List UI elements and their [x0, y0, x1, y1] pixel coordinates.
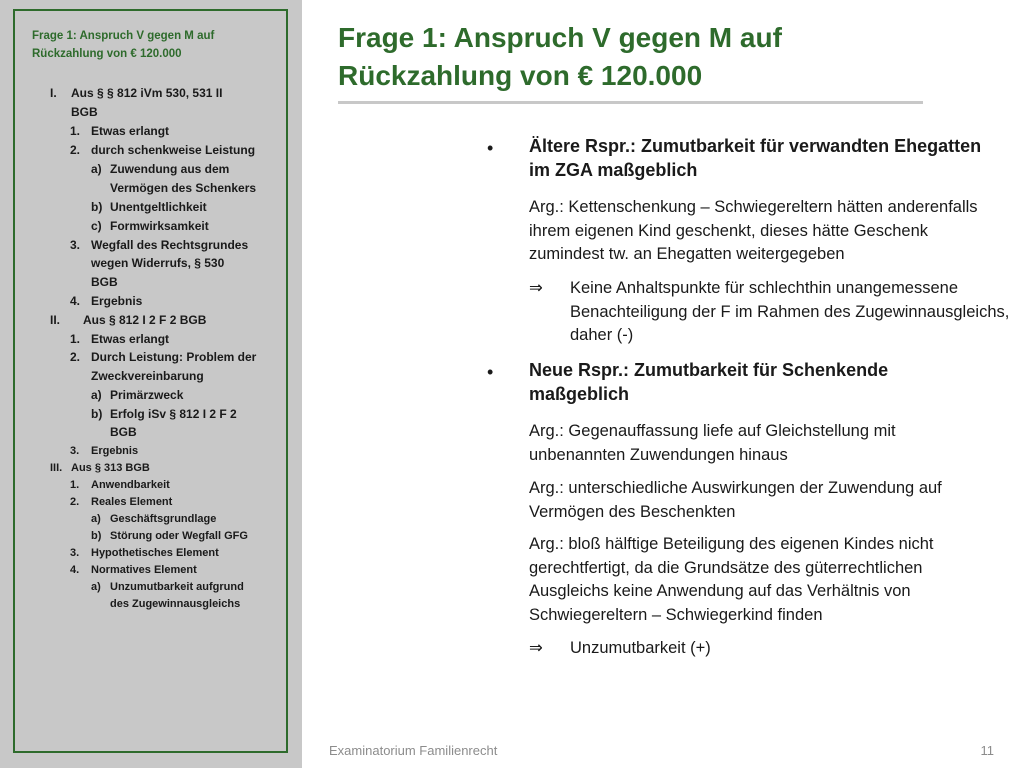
- footer: [302, 734, 1024, 768]
- outline-item-number: c): [91, 219, 102, 233]
- outline-item-text: Ergebnis: [91, 445, 139, 457]
- outline-item-text: Unentgeltlichkeit: [110, 200, 207, 214]
- outline-item-text: Unzumutbarkeit aufgrund: [110, 581, 244, 593]
- outline-item-text: BGB: [91, 275, 118, 289]
- page-title-line-2: Rückzahlung von € 120.000: [338, 60, 703, 91]
- outline-item-number: 1.: [70, 124, 81, 138]
- bullet-2-heading: Neue Rspr.: Zumutbarkeit für Schenkende maßgeblich: [529, 360, 889, 404]
- outline-item-text: Primärzweck: [110, 388, 184, 402]
- outline-item-number: a): [91, 513, 101, 525]
- bullet-2-implication: Unzumutbarkeit (+): [570, 639, 711, 657]
- outline-item-number: I.: [50, 86, 57, 100]
- outline-item-text: Zweckvereinbarung: [91, 369, 204, 383]
- outline-item-text: Durch Leistung: Problem der: [91, 350, 257, 364]
- outline-item-text: Aus § 313 BGB: [71, 462, 150, 474]
- outline-item-number: b): [91, 407, 103, 421]
- outline-item-text: Zuwendung aus dem: [110, 162, 230, 176]
- outline-item-number: 4.: [70, 564, 80, 576]
- outline-item-text: BGB: [110, 425, 137, 439]
- outline-item-text: BGB: [71, 105, 98, 119]
- outline-item-number: 2.: [70, 496, 80, 508]
- bullet-2-marker: •: [487, 362, 494, 382]
- outline-item-number: 3.: [70, 547, 80, 559]
- outline-item-text: Störung oder Wegfall GFG: [110, 530, 248, 542]
- outline-item-number: a): [91, 388, 102, 402]
- outline-item-text: Etwas erlangt: [91, 332, 170, 346]
- bullet-2-argument-1: Arg.: Gegenauffassung liefe auf Gleichstellung mit unbenannten Zuwendungen hinaus: [529, 422, 896, 464]
- outline-item-text: Aus § § 812 iVm 530, 531 II: [71, 86, 223, 100]
- outline-item-text: Ergebnis: [91, 294, 143, 308]
- bullet-2-argument-3: Arg.: bloß hälftige Beteiligung des eigenen Kindes nicht gerechtfertigt, da die Grundsätze des güterrechtlichen Ausgleichs keine Anwendung auf das Verhältnis von Schwiegereltern – Schwiegerkind finden: [529, 535, 934, 624]
- outline-item-text: Formwirksamkeit: [110, 219, 209, 233]
- outline-item-text: Wegfall des Rechtsgrundes: [91, 238, 249, 252]
- bullet-1-heading: Ältere Rspr.: Zumutbarkeit für verwandten Ehegatten im ZGA maßgeblich: [529, 136, 982, 180]
- outline-item-number: 3.: [70, 445, 80, 457]
- page-title-line-1: Frage 1: Anspruch V gegen M auf: [338, 22, 782, 53]
- outline-item-number: a): [91, 581, 101, 593]
- outline-item-number: b): [91, 200, 103, 214]
- bullet-1-marker: •: [487, 138, 494, 158]
- outline-item-number: a): [91, 162, 102, 176]
- outline-item-number: b): [91, 530, 102, 542]
- page-number: 11: [980, 743, 994, 758]
- outline-item-text: Normatives Element: [91, 564, 197, 576]
- outline-item-text: Hypothetisches Element: [91, 547, 219, 559]
- outline-item-text: Aus § 812 I 2 F 2 BGB: [83, 313, 207, 327]
- outline-item-text: Erfolg iSv § 812 I 2 F 2: [110, 407, 237, 421]
- outline-item-text: Anwendbarkeit: [91, 479, 170, 491]
- outline-item-number: 3.: [70, 238, 81, 252]
- sidebar-title: Frage 1: Anspruch V gegen M auf Rückzahlung von € 120.000: [32, 30, 215, 60]
- outline-item-text: Vermögen des Schenkers: [110, 181, 257, 195]
- page-title: [338, 19, 938, 95]
- outline-item-number: III.: [50, 462, 63, 474]
- outline-item-text: Reales Element: [91, 496, 173, 508]
- bullet-2-implies-icon: ⇒: [529, 639, 543, 657]
- outline-item-text: des Zugewinnausgleichs: [110, 598, 241, 610]
- outline-item-number: 1.: [70, 332, 81, 346]
- outline-item-text: wegen Widerrufs, § 530: [91, 256, 225, 270]
- outline-item-text: durch schenkweise Leistung: [91, 143, 256, 157]
- outline-item-number: 4.: [70, 294, 81, 308]
- outline-item-number: II.: [50, 313, 61, 327]
- bullet-1-implies-icon: ⇒: [529, 279, 543, 297]
- outline-item-text: Etwas erlangt: [91, 124, 170, 138]
- bullet-1-implication: Keine Anhaltspunkte für schlechthin unangemessene Benachteiligung der F im Rahmen des Zugewinnausgleichs, daher (-): [570, 279, 1010, 344]
- bullet-2-argument-2: Arg.: unterschiedliche Auswirkungen der Zuwendung auf Vermögen des Beschenkten: [529, 479, 942, 521]
- outline-item-text: Geschäftsgrundlage: [110, 513, 217, 525]
- outline-item-number: 2.: [70, 143, 81, 157]
- bullet-1-argument: Arg.: Kettenschenkung – Schwiegereltern hätten anderenfalls ihrem eigenen Kind geschenkt, dieses hätte Geschenk zumindest tw. an Ehegatten weitergegeben: [529, 198, 978, 263]
- outline-item-number: 2.: [70, 350, 81, 364]
- outline-item-number: 1.: [70, 479, 80, 491]
- footer-text: Examinatorium Familienrecht: [329, 743, 498, 758]
- title-underline: [338, 101, 923, 104]
